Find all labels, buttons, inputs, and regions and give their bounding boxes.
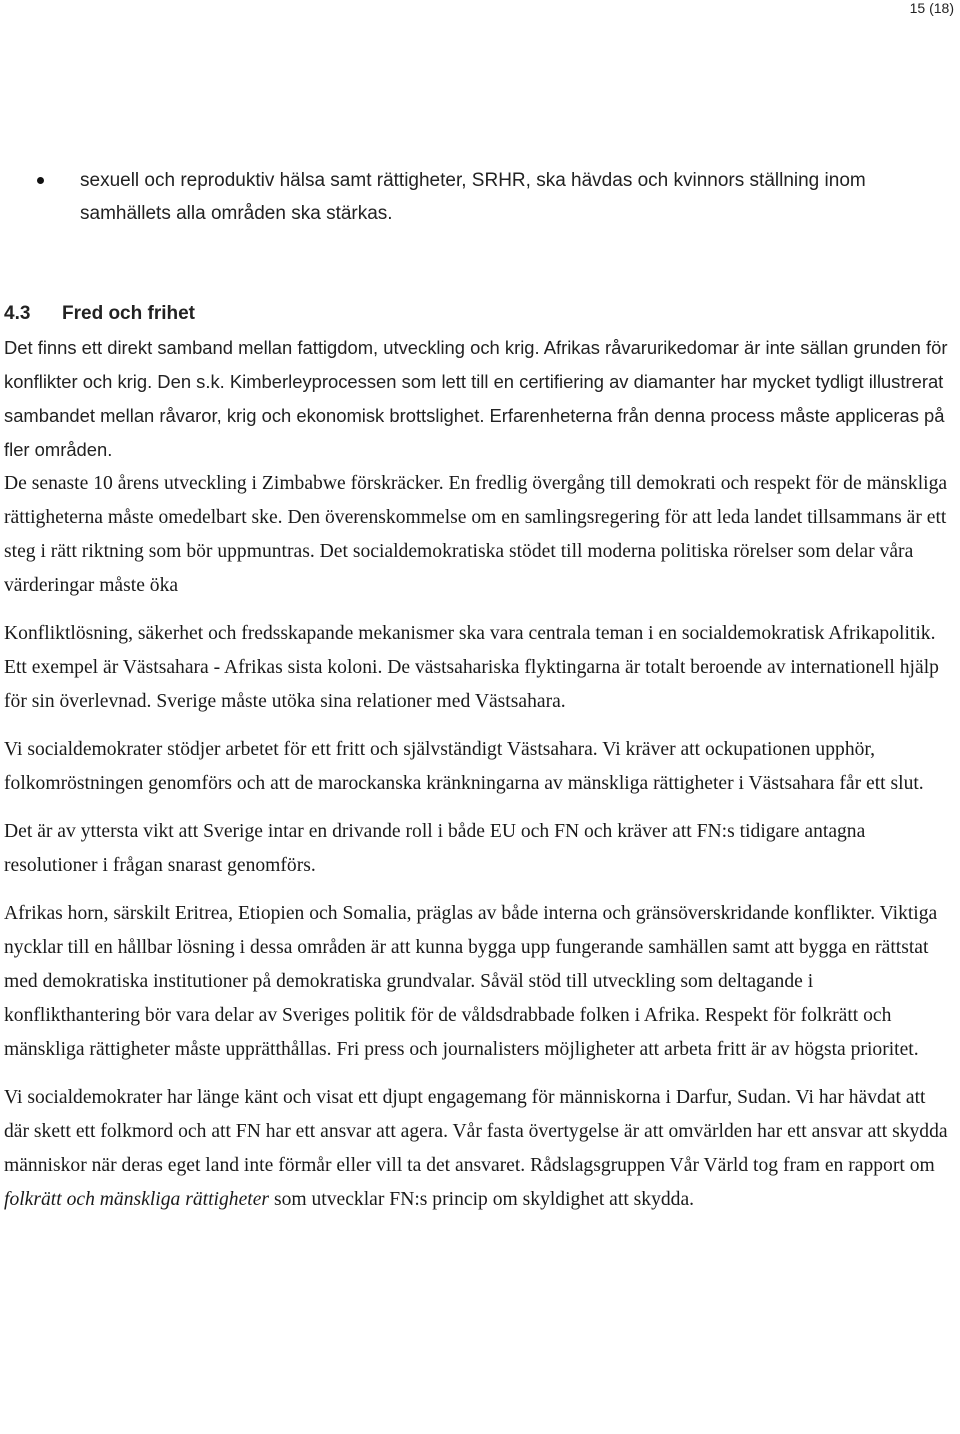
- report-title: folkrätt och mänskliga rättigheter: [4, 1189, 270, 1210]
- paragraph-horn-of-africa: Afrikas horn, särskilt Eritrea, Etiopien och Somalia, präglas av både interna och gränsöverskridande konflikter. Viktiga nycklar till en hållbar lösning i dessa områden är att kunna bygga upp fungerande samhällen samt att bygga en rättstat med demokratiska institutioner på demokratiska grundvalar. Såväl stöd till utveckling som deltagande i konflikthantering bör vara delar av Sveriges politik för de våldsdrabbade folken i Afrika. Respekt för folkrätt och mänskliga rättigheter måste upprätthållas. Fri press och journalisters möjligheter att arbeta fritt är av högsta prioritet.: [4, 903, 938, 1060]
- page-number: 15 (18): [909, 0, 954, 16]
- darfur-text-after: som utvecklar FN:s princip om skyldighet att skydda.: [269, 1189, 695, 1210]
- bullet-item: [4, 164, 954, 230]
- intro-paragraph-sans: Det finns ett direkt samband mellan fattigdom, utveckling och krig. Afrikas råvarurikedomar är inte sällan grunden för konflikter och krig. Den s.k. Kimberleyprocessen som lett till en certifiering av diamanter har mycket tydligt illustrerat sambandet mellan råvaror, krig och ekonomisk brottslighet. Erfarenheterna från denna process måste appliceras på fler områden.: [4, 337, 948, 460]
- paragraph-eu-un: Det är av yttersta vikt att Sverige intar en drivande roll i både EU och FN och kräver att FN:s tidigare antagna resolutioner i frågan snarast genomförs.: [4, 821, 866, 876]
- paragraph-conflict-resolution: Konfliktlösning, säkerhet och fredsskapande mekanismer ska vara centrala teman i en socialdemokratisk Afrikapolitik. Ett exempel är Västsahara - Afrikas sista koloni. De västsahariska flyktingarna är totalt beroende av internationell hjälp för sin överlevnad. Sverige måste utöka sina relationer med Västsahara.: [4, 623, 939, 712]
- bullet-text: sexuell och reproduktiv hälsa samt rättigheter, SRHR, ska hävdas och kvinnors ställning inom samhällets alla områden ska stärkas.: [80, 170, 866, 224]
- intro-paragraph-serif: De senaste 10 årens utveckling i Zimbabwe förskräcker. En fredlig övergång till demokrati och respekt för de mänskliga rättigheterna måste omedelbart ske. Den överenskommelse om en samlingsregering för att leda landet tillsammans är ett steg i rätt riktning som bör uppmuntras. Det socialdemokratiska stödet till moderna politiska rörelser som delar våra värderingar måste öka: [4, 473, 948, 596]
- bullet-dot-icon: [37, 177, 44, 184]
- darfur-text-before: Vi socialdemokrater har länge känt och visat ett djupt engagemang för människorna i Darfur, Sudan. Vi har hävdat att där skett ett folkmord och att FN har ett ansvar att agera. Vår fasta övertygelse är att omvärlden har ett ansvar att skydda människor när deras eget land inte förmår eller vill ta det ansvaret. Rådslagsgruppen Vår Värld tog fram en rapport om: [4, 1087, 948, 1176]
- document-body: [4, 164, 954, 1217]
- section-heading: [4, 297, 954, 331]
- section-title: Fred och frihet: [62, 303, 196, 324]
- paragraph-darfur: [4, 1081, 954, 1217]
- section-number: 4.3: [4, 303, 31, 324]
- paragraph-western-sahara: Vi socialdemokrater stödjer arbetet för ett fritt och självständigt Västsahara. Vi kräver att ockupationen upphör, folkomröstningen genomförs och att de marockanska kränkningarna av mänskliga rättigheter i Västsahara får ett slut.: [4, 739, 924, 794]
